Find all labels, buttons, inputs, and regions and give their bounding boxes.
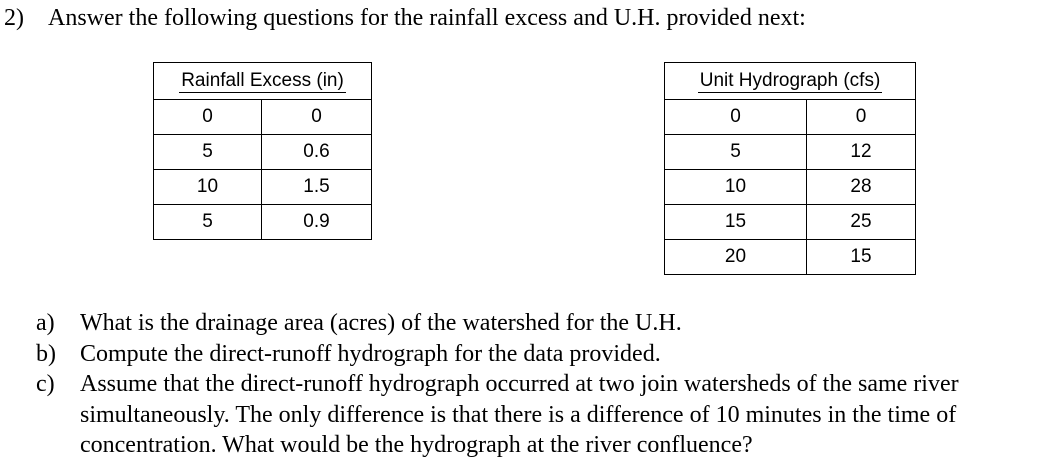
table-cell: 25 (807, 205, 916, 240)
table-cell: 20 (665, 240, 807, 275)
table-row (665, 100, 916, 135)
unit-hydrograph-table (664, 62, 916, 275)
question-text: Compute the direct-runoff hydrograph for the data provided. (80, 340, 661, 367)
question-list (36, 308, 1056, 461)
problem-number: 2) (4, 5, 24, 31)
question-item (36, 339, 1056, 370)
question-item (36, 308, 1056, 339)
question-item (36, 369, 1056, 461)
table-row (665, 170, 916, 205)
table-cell: 0 (807, 100, 916, 135)
table-cell: 0.6 (262, 135, 372, 170)
table-cell: 5 (154, 135, 262, 170)
table-cell: 5 (154, 205, 262, 240)
table-row (154, 170, 372, 205)
rainfall-table-header: Rainfall Excess (in) (154, 63, 372, 100)
question-letter: b) (36, 340, 56, 367)
table-cell: 28 (807, 170, 916, 205)
uh-table-header: Unit Hydrograph (cfs) (665, 63, 916, 100)
question-letter: a) (36, 310, 55, 336)
table-cell: 0 (262, 100, 372, 135)
table-row (665, 205, 916, 240)
table-row (665, 135, 916, 170)
table-cell: 0.9 (262, 205, 372, 240)
table-row (154, 135, 372, 170)
table-cell: 15 (807, 240, 916, 275)
table-cell: 0 (154, 100, 262, 135)
table-row (154, 205, 372, 240)
table-cell: 5 (665, 135, 807, 170)
problem-heading (4, 2, 806, 34)
table-cell: 10 (154, 170, 262, 205)
question-letter: c) (36, 371, 55, 397)
table-cell: 1.5 (262, 170, 372, 205)
table-cell: 10 (665, 170, 807, 205)
rainfall-excess-table (153, 62, 372, 240)
table-cell: 12 (807, 135, 916, 170)
table-cell: 15 (665, 205, 807, 240)
question-text: What is the drainage area (acres) of the watershed for the U.H. (80, 310, 682, 336)
table-cell: 0 (665, 100, 807, 135)
table-row (154, 100, 372, 135)
problem-prompt: Answer the following questions for the rainfall excess and U.H. provided next: (48, 5, 806, 31)
table-row (665, 240, 916, 275)
question-text: Assume that the direct-runoff hydrograph occurred at two join watersheds of the same river simultaneously. The only difference is that there is a difference of 10 minutes in the time of concentration. What would be the hydrograph at the river confluence? (80, 371, 959, 458)
